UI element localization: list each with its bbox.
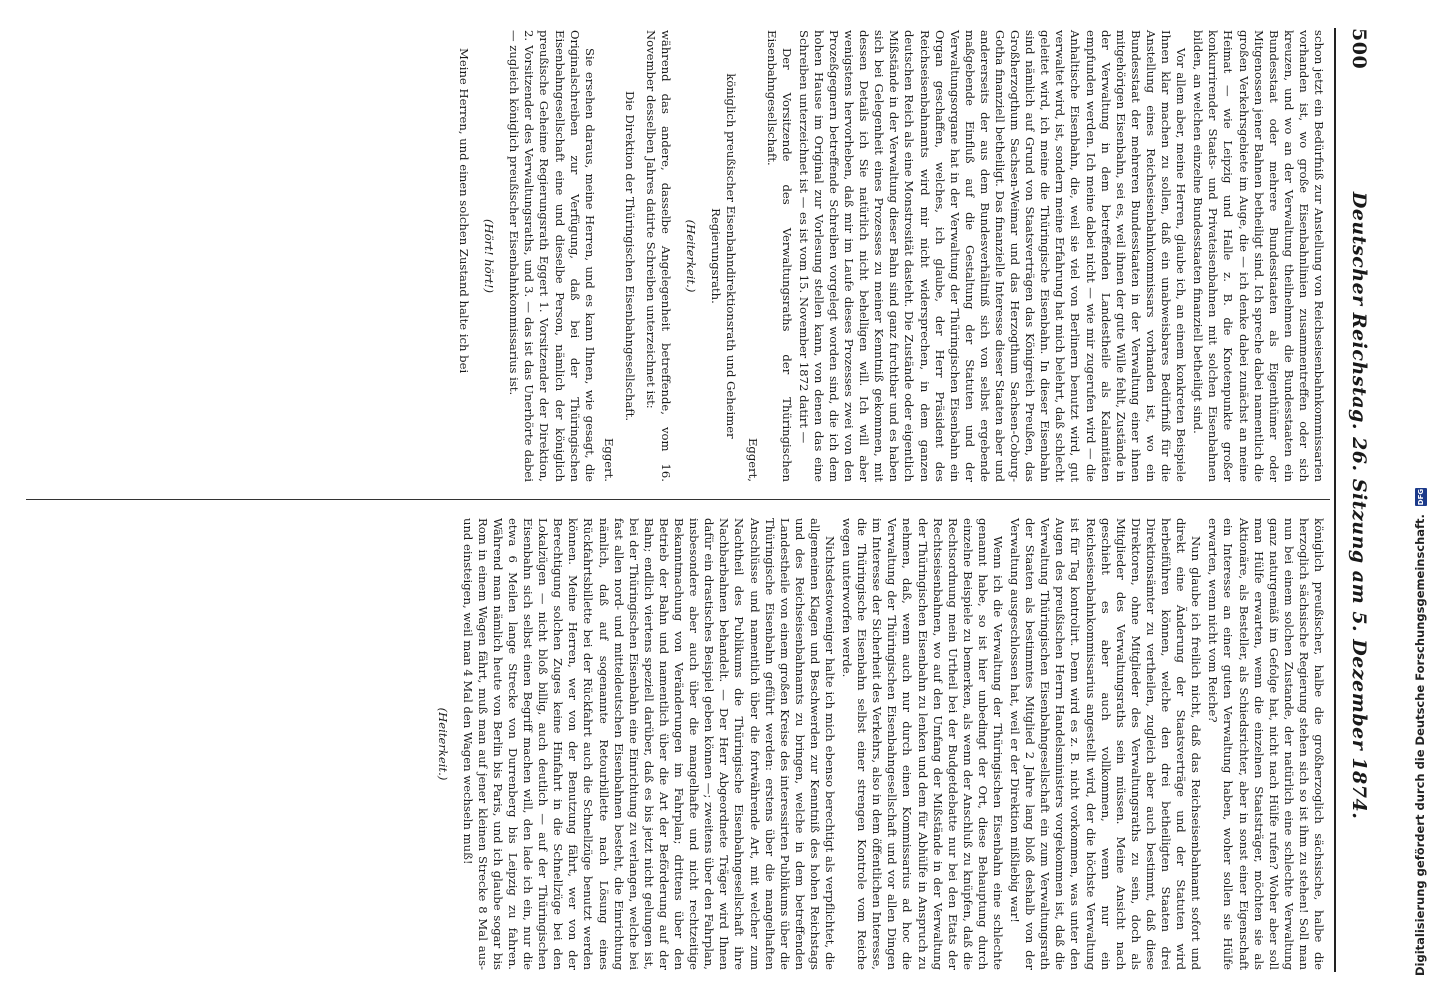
left-paragraph-3: während das andere, dasselbe Angelegenheit betreffende, vom 16. November desselben Jahres datirte Schreiben unterzeichnet ist: (644, 30, 674, 482)
quote-body: königlich preußischer Eisenbahndirektionsrath und Geheimer Regierungsrath. (709, 73, 739, 439)
signature-eggert-2: Eggert. (601, 437, 616, 482)
left-paragraph-2: Vor allem aber, meine Herren, glaube ich, an einem konkreten Beispiele Ihnen klar machen zu sollen, daß ein unabweisbares Bedürfniß für die Anstellung eines Reichseisenbahnkommissars vorhanden ist, wo ein Bundesstaat der mehreren Bundesstaaten in der Verwaltung einer ihnen mitgehörigen Eisenbahn, sei es, weil ihnen der gute Wille fehlt, Zustände in der Verwaltung in dem betreffenden Landestheile als Kalamitäten empfunden werden. Ich meine dabei nicht — wie mir zugerufen wird — die Anhaltische Eisenbahn, die, weil sie viel von Berlinern benutzt wird, gut verwaltet wird, ist, sondern meine Erfahrung hat mich belehrt, daß schlecht geleitet wird, ich meine die Thüringische Eisenbahn. In dieser Eisenbahn sind nämlich auf Grund von Staatsverträgen das Königreich Preußen, das Großherzogthum Sachsen-Weimar und das Herzogthum Sachsen-Coburg-Gotha finanziell betheiligt. Das finanzielle Interesse dieser Staaten aber und andererseits der aus dem Bundesverhältniß sich von selbst ergebende maßgebende Einfluß auf die Gestaltung der Statuten und der Verwaltungsorgane hat in der Verwaltung der Thüringischen Eisenbahn ein Organ geschaffen, welches, ich glaube, der Herr Präsident des Reichseisenbahnamts wird mir nicht widersprechen, in dem ganzen deutschen Reich als eine Monstrosität dasteht. Die Zustände oder eigentlich Mißstände in der Verwaltung dieser Bahn sind ganz furchtbar und es haben sich bei Gelegenheit eines Prozesses zu meiner Kenntniß gekommen, mit dessen Details ich Sie natürlich nicht behelligen will. Ich will aber wenigstens hervorheben, daß mir im Laufe dieses Prozesses zwei von den Prozeßgegnern betreffende Schreiben vorgelegt worden sind, die ich dem hohen Hause im Original zur Vorlesung stellen kann, von denen das eine Schreiben unterzeichnet ist — es ist vom 15. November 1872 datirt — (796, 30, 1189, 482)
header-rule (1334, 28, 1336, 972)
column-divider (26, 499, 1330, 500)
digitization-credit-text: Digitalisierung gefördert durch die Deutsche Forschungsgemeinschaft. (1413, 514, 1427, 976)
applause-hoert: (Hört! hört!) (482, 219, 497, 293)
rotated-document-page (2, 0, 1382, 1000)
right-paragraph-3: Wenn ich die Verwaltung der Thüringischen Eisenbahn eine schlechte genannt habe, so ist hier unbedingt der Ort, diese Behauptung durch einzelne Beispiele zu bemerken, als wenn der Anschluß zu knüpfen, daß die Rechtsordnung mein Urtheil bei der Budgetdebatte nur bei den Etats der Rechtseisenbahnen, wo auf den Umfang der Mißstände in der Verwaltung der Thüringischen Eisenbahn zu lenken und dem für Abhülfe in Anspruch zu nehmen, daß, wenn auch nur durch einen Kommissarius ad hoc die Verwaltung der Thüringischen Eisenbahngesellschaft und vor allen Dingen im Interesse der Sicherheit des Verkehrs, also in dem öffentlichen Interesse, die Thüringische Eisenbahn selbst einer strengen Kontrole vom Reiche wegen unterworfen werde. (840, 518, 1006, 970)
page-number: 500 (1348, 28, 1370, 70)
left-paragraph-1: schon jetzt ein Bedürfniß zur Anstellung von Reichseisenbahnkommissarien vorhanden ist, wo große Eisenbahnlinien zusammentreffen oder sich kreuzen, und wo an der Verwaltung theilnehmen die Bundesstaaten ein Bundesstaat oder mehrere Bundesstaaten als Eigenthümer oder Mitgenossen jener Bahnen betheiligt sind. Ich spreche dabei namentlich die großen Verkehrsgebiete im Auge, die — ich denke dabei zunächst an meine Heimat — wie Leipzig und Halle z. B. die Knotenpunkte großer konkurrirender Staats- und Privateisenbahnen mit solchen Eisenbahnen bilden, an welchen einzelne Bundesstaaten finanziell betheiligt sind. (1191, 30, 1326, 482)
applause-heiterkeit-left: (Heiterkeit.) (684, 219, 699, 293)
running-head (1340, 28, 1370, 972)
signature-eggert-1: Eggert, (745, 437, 760, 482)
quote-direction: Die Direktion der Thüringischen Eisenbahngesellschaft. (622, 90, 637, 422)
left-paragraph-4: Sie ersehen daraus, meine Herren, und es kann Ihnen, wie gesagt, die Originalschreiben zur Verfügung, daß bei der Thüringischen Eisenbahngesellschaft eine und dieselbe Person, nämlich der königlich preußische Geheime Regierungsrath Eggert 1. Vorsitzender der Direktion, 2. Vorsitzender des Verwaltungsraths, und 3. — das ist das Unerhörte dabei — zugleich königlich preußischer Eisenbahnkommissarius ist. (507, 30, 597, 482)
dfg-logo-icon: DFG (1416, 488, 1425, 506)
left-column (454, 30, 1326, 482)
right-column (425, 518, 1326, 970)
applause-heiterkeit-right: (Heiterkeit.) (435, 707, 450, 781)
digitization-credit (1407, 0, 1432, 990)
right-paragraph-4: Nichtsdestoweniger halte ich mich ebenso berechtigt als verpflichtet, die allgemeinen Klagen und Beschwerden zur Kenntniß des hohen Reichstags und des Reichseisenbahnamts zu bringen, welche in dem betreffenden Landestheile von einem großen Kreise des interessirten Publikums über die Thüringische Eisenbahn geführt werden: erstens über die mangelhaften Anschlüsse und namentlich über die fortwährende Art, mit welcher zum Nachtheil des Publikums die Thüringische Eisenbahngesellschaft ihre Nachbarbahnen behandelt. — Der Herr Abgeordnete Träger wird Ihnen dafür ein drastisches Beispiel geben können —; zweitens über den Fahrplan, insbesondere aber auch über die mangelhafte und nicht rechtzeitige Bekanntmachung von Veränderungen im Fahrplan; drittens über den Betrieb der Bahn und namentlich über die Art der Beförderung auf der Bahn; endlich viertens speziell darüber, daß es bis jetzt nicht gelungen ist, bei der Thüringischen Eisenbahn eine Einrichtung zu verlangen, welche bei fast allen nord- und mitteldeutschen Eisenbahnen besteht, die Einrichtung nämlich, daß auf sogenannte Retourbillette nach Lösung eines Rückfahrtsbillette bei der Rückfahrt auch die Schnellzüge benutzt werden können. Meine Herren, wer von der Benutzung fährt, wer von der Berechtigung solchen Zuges keine Hinfahrt in die Schnellzüge bei den Lokalzügen — nicht bloß billig, auch deutlich — auf der Thüringischen Eisenbahn sich selbst einen Begriff machen will, den lade ich ein, nur die etwa 6 Meilen lange Strecke von Durrenberg bis Leipzig zu fahren. Während man nämlich heute von Berlin bis Paris, und ich glaube sogar bis Rom in einem Wagen fährt, muß man auf jener kleinen Strecke 8 Mal aus- und einsteigen, weil man 4 Mal den Wagen wechseln muß! (460, 518, 837, 970)
quote-intro: Der Vorsitzende des Verwaltungsraths der Thüringischen Eisenbahngesellschaft. (764, 30, 794, 482)
left-closing-line: Meine Herren, und einen solchen Zustand halte ich bei (457, 48, 472, 374)
right-paragraph-1: königlich preußischer, halbe die großherzoglich sächsische, halbe die herzoglich sächsische Regierung stehen sich so ist ihm zu stehen! Soll man nun bei einem solchen Zustande, der natürlich eine schlechte Verwaltung ganz naturgemäß im Gefolge hat, nicht nach Hülfe rufen? Woher aber soll man Hülfe erwarten, wenn die einzelnen Staatsträger, möchten sie als Aktionäre, als Besteller, als Schiedsrichter, aber in sonst einer Eigenschaft ein Interesse an einer guten Verwaltung haben, woher sollen sie Hülfe erwarten, wenn nicht vom Reiche? (1206, 518, 1326, 970)
running-title: Deutscher Reichstag. 26. Sitzung am 5. Dezember 1874. (1348, 191, 1370, 820)
digitization-credit-strip (1405, 0, 1432, 1000)
right-paragraph-2: Nun glaube ich freilich nicht, daß das Reichseisenbahnamt sofort und direkt eine Änderung der Staatsverträge und der Statuten wird herbeiführen können, welche den drei betheiligten Staaten drei Direktionsämter zu vertheilen, zugleich aber auch bestimmt, daß diese Direktoren, ohne Mitglieder des Verwaltungsraths zu sein, doch als Mitglieder des Verwaltungsraths sein müssen. Meine Ansicht nach geschieht es aber auch vollkommen, wenn nur ein Reichseisenbahnkommissarius angestellt wird, der die höchste Verwaltung ist für Tag kontrolirt. Denn wird es z. B. nicht vorkommen, was unter den Augen des preußischen Herrn Handelsministers vorgekommen ist, daß die Verwaltung Thüringischen Eisenbahngesellschaft ein zum Verwaltungsrath der Staaten als bestimmtes Mitglied 2 Jahre lang bloß deshalb von der Verwaltung ausgeschlossen hat, weil er der Direktion mißliebig war! (1008, 518, 1204, 970)
